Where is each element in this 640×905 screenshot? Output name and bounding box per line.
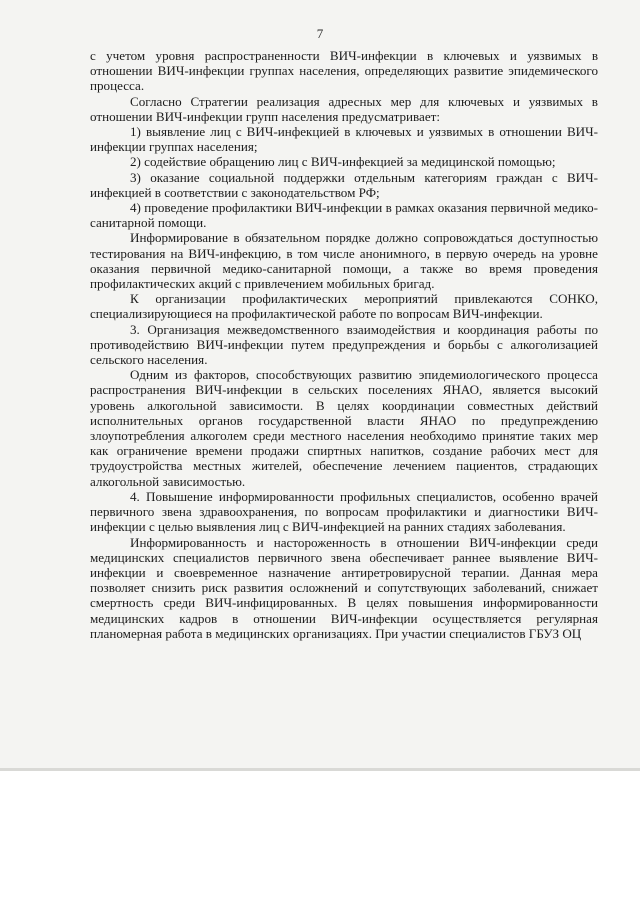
section-heading-4: 4. Повышение информированности профильных специалистов, особенно врачей первичного звена здравоохранения, по вопросам профилактики и диагностики ВИЧ-инфекции с целью выявления лиц с ВИЧ-инфекцией на ранних стадиях заболевания.: [90, 488, 598, 535]
paragraph-alcohol: Одним из факторов, способствующих развитию эпидемиологического процесса распространения ВИЧ-инфекции в сельских поселениях ЯНАО, является высокий уровень алкогольной зависимости. В целях координации совместных действий исполнительных органов государственной власти ЯНАО по предупреждению злоупотребления алкоголем среди местного населения необходимо принятие таких мер как ограничение времени продажи спиртных напитков, создание рабочих мест для трудоустройства местных жителей, обеспечение лечением пациентов, страдающих алкогольной зависимостью.: [90, 367, 598, 489]
section-heading-3: 3. Организация межведомственного взаимодействия и координация работы по противодействию ВИЧ-инфекции путем предупреждения и борьбы с алкоголизацией сельского населения.: [90, 321, 598, 368]
list-item-2: 2) содействие обращению лиц с ВИЧ-инфекцией за медицинской помощью;: [130, 154, 556, 170]
paragraph-strategy-intro: Согласно Стратегии реализация адресных мер для ключевых и уязвимых в отношении ВИЧ-инфекции групп населения предусматривает:: [90, 93, 598, 124]
document-body: [90, 48, 598, 641]
paragraph-informing: Информирование в обязательном порядке должно сопровождаться доступностью тестирования на ВИЧ-инфекцию, в том числе анонимного, в первую очередь на уровне оказания первичной медико-санитарной помощи, а также во время проведения профилактических акций с привлечением мобильных бригад.: [90, 230, 598, 292]
paragraph-sonko: К организации профилактических мероприятий привлекаются СОНКО, специализирующиеся на профилактической работе по вопросам ВИЧ-инфекции.: [90, 291, 598, 322]
list-item-1: 1) выявление лиц с ВИЧ-инфекцией в ключевых и уязвимых в отношении ВИЧ-инфекции группах населения;: [90, 124, 598, 155]
page-number: 7: [316, 26, 324, 41]
list-item-3: 3) оказание социальной поддержки отдельным категориям граждан с ВИЧ-инфекцией в соответствии с законодательством РФ;: [90, 169, 598, 200]
paragraph-continuation: с учетом уровня распространенности ВИЧ-инфекции в ключевых и уязвимых в отношении ВИЧ-инфекции группах населения, определяющих развитие эпидемического процесса.: [90, 48, 598, 94]
list-item-4: 4) проведение профилактики ВИЧ-инфекции в рамках оказания первичной медико-санитарной помощи.: [90, 200, 598, 231]
scan-edge-divider: [0, 768, 640, 771]
paragraph-awareness: Информированность и настороженность в отношении ВИЧ-инфекции среди медицинских специалистов первичного звена обеспечивает раннее выявление ВИЧ-инфекции и своевременное назначение антиретровирусной терапии. Данная мера позволяет снизить риск развития осложнений и сопутствующих заболеваний, снижает смертность среди ВИЧ-инфицированных. В целях повышения информированности медицинских кадров в отношении ВИЧ-инфекции осуществляется регулярная планомерная работа в медицинских организациях. При участии специалистов ГБУЗ ОЦ: [90, 534, 598, 641]
